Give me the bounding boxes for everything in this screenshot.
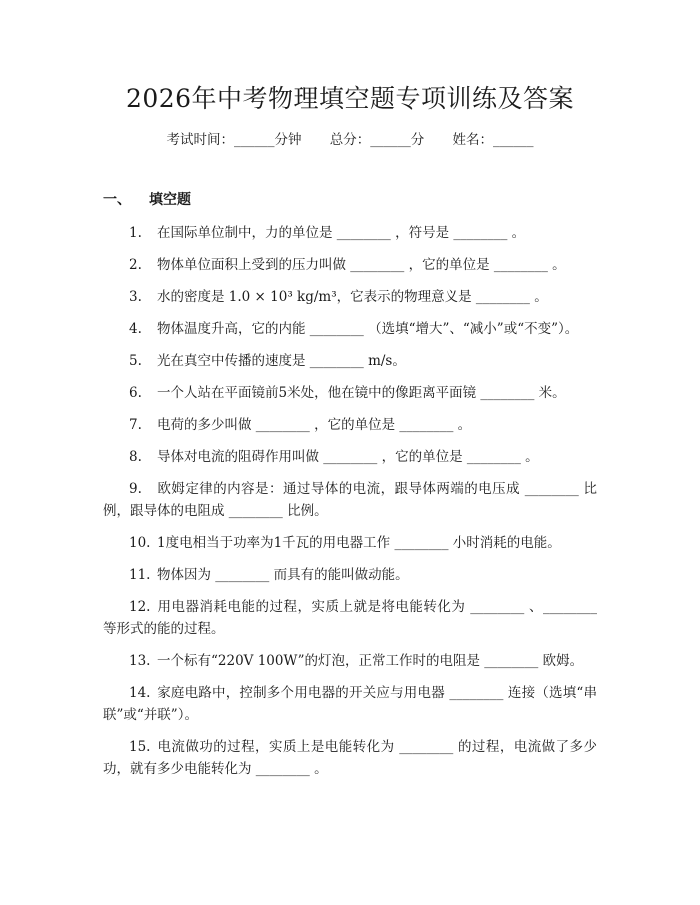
- question-item: [103, 318, 597, 340]
- exam-info-line: [0, 130, 700, 150]
- question-item: [103, 736, 597, 780]
- section-heading: [103, 190, 191, 210]
- question-item: [103, 286, 597, 308]
- question-text: 光在真空中传播的速度是 ________ m/s。: [157, 353, 406, 369]
- total-score-field: 总分：______分: [329, 132, 425, 148]
- question-number: 5.: [129, 353, 142, 369]
- question-item: [103, 446, 597, 468]
- question-text: 电流做功的过程，实质上是电能转化为 ________ 的过程，电流做了多少功，就有多少电能转化为 ________ 。: [103, 739, 597, 777]
- exam-time-field: 考试时间：______分钟: [166, 132, 302, 148]
- question-text: 在国际单位制中，力的单位是 ________ ，符号是 ________ 。: [157, 225, 526, 241]
- question-number: 13.: [129, 653, 151, 669]
- question-item: [103, 382, 597, 404]
- question-text: 1度电相当于功率为1千瓦的用电器工作 ________ 小时消耗的电能。: [157, 535, 561, 551]
- question-number: 11.: [129, 567, 151, 583]
- question-number: 1.: [129, 225, 142, 241]
- question-text: 物体温度升高，它的内能 ________ （选填“增大”、“减小”或“不变”）。: [157, 321, 579, 337]
- question-text: 一个人站在平面镜前5米处，他在镜中的像距离平面镜 ________ 米。: [157, 385, 566, 401]
- question-item: [103, 350, 597, 372]
- question-list: [103, 222, 597, 790]
- question-text: 水的密度是 1.0 × 10³ kg/m³，它表示的物理意义是 ________ 。: [157, 289, 548, 305]
- question-number: 9.: [129, 481, 142, 497]
- question-item: [103, 222, 597, 244]
- question-number: 2.: [129, 257, 142, 273]
- question-number: 6.: [129, 385, 142, 401]
- question-text: 用电器消耗电能的过程，实质上就是将电能转化为 ________ 、________ 等形式的能的过程。: [103, 599, 597, 637]
- student-name-field: 姓名：______: [452, 132, 534, 148]
- question-text: 一个标有“220V 100W”的灯泡，正常工作时的电阻是 ________ 欧姆。: [157, 653, 584, 669]
- question-text: 欧姆定律的内容是：通过导体的电流，跟导体两端的电压成 ________ 比例，跟导体的电阻成 ________ 比例。: [103, 481, 597, 519]
- question-number: 12.: [129, 599, 151, 615]
- question-number: 8.: [129, 449, 142, 465]
- question-item: [103, 596, 597, 640]
- question-item: [103, 532, 597, 554]
- question-item: [103, 414, 597, 436]
- question-text: 电荷的多少叫做 ________ ，它的单位是 ________ 。: [157, 417, 472, 433]
- question-number: 4.: [129, 321, 142, 337]
- question-item: [103, 682, 597, 726]
- section-number: 一、: [103, 192, 131, 208]
- question-text: 导体对电流的阻碍作用叫做 ________ ，它的单位是 ________ 。: [157, 449, 539, 465]
- question-number: 14.: [129, 685, 151, 701]
- question-text: 物体因为 ________ 而具有的能叫做动能。: [157, 567, 409, 583]
- question-item: [103, 650, 597, 672]
- question-number: 7.: [129, 417, 142, 433]
- question-number: 3.: [129, 289, 142, 305]
- document-title: 2026年中考物理填空题专项训练及答案: [125, 84, 575, 113]
- question-text: 家庭电路中，控制多个用电器的开关应与用电器 ________ 连接（选填“串联”或“并联”）。: [103, 685, 597, 723]
- question-item: [103, 478, 597, 522]
- question-item: [103, 564, 597, 586]
- question-text: 物体单位面积上受到的压力叫做 ________ ，它的单位是 ________ 。: [157, 257, 566, 273]
- question-number: 10.: [129, 535, 151, 551]
- question-item: [103, 254, 597, 276]
- question-number: 15.: [129, 739, 151, 755]
- section-title: 填空题: [149, 192, 191, 208]
